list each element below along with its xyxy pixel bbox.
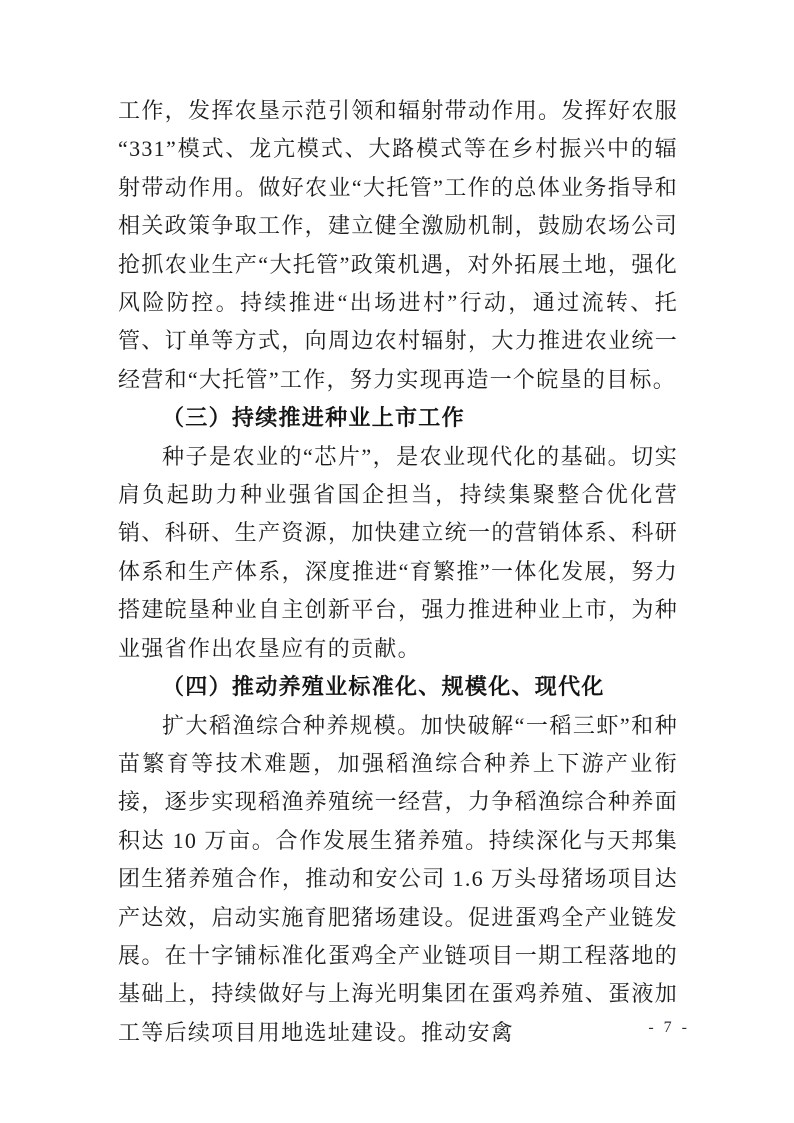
document-body — [118, 92, 678, 1052]
page-number: - 7 - — [648, 1019, 690, 1036]
section-heading-4: （四）推动养殖业标准化、规模化、现代化 — [162, 674, 605, 700]
section-heading-3: （三）持续推进种业上市工作 — [162, 405, 465, 431]
paragraph-continuation: 工作，发挥农垦示范引领和辐射带动作用。发挥好农服“331”模式、龙亢模式、大路模式等在乡村振兴中的辐射带动作用。做好农业“大托管”工作的总体业务指导和相关政策争取工作，建立健全激励机制，鼓励农场公司抢抓农业生产“大托管”政策机遇，对外拓展土地，强化风险防控。持续推进“出场进村”行动，通过流转、托管、订单等方式，向周边农村辐射，大力推进农业统一经营和“大托管”工作，努力实现再造一个皖垦的目标。 — [118, 98, 678, 392]
paragraph-seed-industry: 种子是农业的“芯片”，是农业现代化的基础。切实肩负起助力种业强省国企担当，持续集聚整合优化营销、科研、生产资源，加快建立统一的营销体系、科研体系和生产体系，深度推进“育繁推”一体化发展，努力搭建皖垦种业自主创新平台，强力推进种业上市，为种业强省作出农垦应有的贡献。 — [118, 443, 678, 661]
paragraph-aquaculture: 扩大稻渔综合种养规模。加快破解“一稻三虾”和种苗繁育等技术难题，加强稻渔综合种养上下游产业衔接，逐步实现稻渔养殖统一经营，力争稻渔综合种养面积达 10 万亩。合作发展生猪养殖。持续深化与天邦集团生猪养殖合作，推动和安公司 1.6 万头母猪场项目达产达效，启动实施育肥猪场建设。促进蛋鸡全产业链发展。在十字铺标准化蛋鸡全产业链项目一期工程落地的基础上，持续做好与上海光明集团在蛋鸡养殖、蛋液加工等后续项目用地选址建设。推动安禽 — [118, 712, 678, 1045]
